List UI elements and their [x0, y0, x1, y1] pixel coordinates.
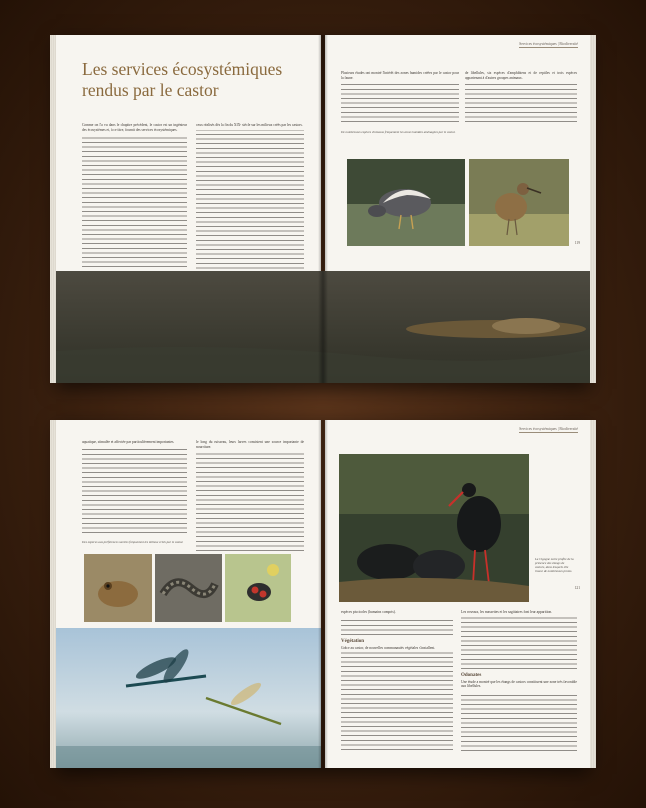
- page-edges-right: [590, 420, 596, 768]
- running-head: Services écosystémiques | Biodiversité: [519, 42, 578, 46]
- page-edges-right: [590, 35, 596, 383]
- right-column-2: [465, 71, 577, 122]
- insect-photo: [225, 554, 291, 622]
- left-column-1: [82, 440, 187, 533]
- snake-photo: [155, 554, 222, 622]
- text-lines: [341, 617, 453, 635]
- left-column-2: [196, 440, 304, 551]
- column2-paragraph: ceux réalisés dès la fin du XIXᵉ siècle sur les milieux créés par les castors.: [196, 123, 303, 127]
- bottom-left-page: [56, 420, 321, 768]
- photo-caption: De nombreuses espèces d'oiseaux fréquentent les zones humides aménagées par le castor.: [341, 130, 456, 134]
- right-column2-paragraph: Les roseaux, les massettes et les sagittaires font leur apparition.: [461, 610, 553, 614]
- chapter-title-line1: Les services écosystémiques: [82, 59, 283, 79]
- side-caption: La Cigogne noire profite de la présence des étangs de castors, dans lesquels elle trouve de nombreuses proies.: [535, 557, 574, 573]
- text-lines: [465, 82, 577, 122]
- chapter-title-line2: rendus par le castor: [82, 80, 219, 100]
- heading-vegetation: Végétation: [341, 638, 365, 644]
- photo-caption: Des espèces aux préférences variées fréquentent les milieux créés par le castor.: [82, 540, 184, 544]
- top-gutter: [318, 35, 328, 383]
- bird-photo-1: [347, 159, 465, 246]
- intro-paragraph: Comme on l'a vu dans le chapitre précédent, le castor est un ingénieur des écosystèmes et, à ce titre, fournit des services écosystémiques.: [82, 123, 187, 132]
- text-lines: [341, 82, 459, 122]
- heading-odonates: Odonates: [461, 672, 482, 678]
- column1-paragraph: aquatique, stimulée et affectée par particulièrement importantes.: [82, 440, 175, 444]
- bottom-right-page: [325, 420, 590, 768]
- right-column1-paragraph: espèces piscicoles (humains compris).: [341, 610, 396, 614]
- text-lines: [461, 691, 577, 751]
- right-column-1: [341, 71, 459, 122]
- odonates-paragraph: Une étude a montré que les étangs de castors constituent une zone très favorable aux libellules.: [461, 679, 577, 689]
- bottom-gutter: [318, 420, 328, 768]
- vegetation-paragraph: Grâce au castor, de nouvelles communautés végétales s'installent.: [341, 645, 436, 650]
- right-column-1: [341, 610, 453, 750]
- frog-photo: [84, 554, 152, 622]
- text-lines: [461, 617, 577, 669]
- running-head: Services écosystémiques | Biodiversité: [519, 427, 578, 431]
- right-column2-paragraph: de libellules, six espèces d'amphibiens et de reptiles et trois espèces appartenant à d'autres groupes animaux.: [465, 71, 577, 80]
- right-column-2: [461, 610, 577, 751]
- page-number: 119: [574, 241, 580, 245]
- text-lines: [82, 447, 187, 533]
- column2-paragraph: le long du ruisseau, leurs larves consistent une source importante de nourriture.: [196, 440, 304, 449]
- black-stork-photo: [339, 454, 529, 602]
- text-lines: [196, 451, 304, 551]
- chapter-title: [82, 59, 321, 101]
- top-book-spread: [56, 35, 590, 383]
- page-number: 121: [574, 586, 580, 590]
- text-lines: [341, 652, 453, 750]
- right-column1-paragraph: Plusieurs études ont montré l'intérêt des zones humides créées par le castor pour la faune.: [341, 71, 459, 80]
- damselfly-photo: [56, 628, 321, 768]
- bird-photo-2: [469, 159, 569, 246]
- bottom-book-spread: [56, 420, 590, 768]
